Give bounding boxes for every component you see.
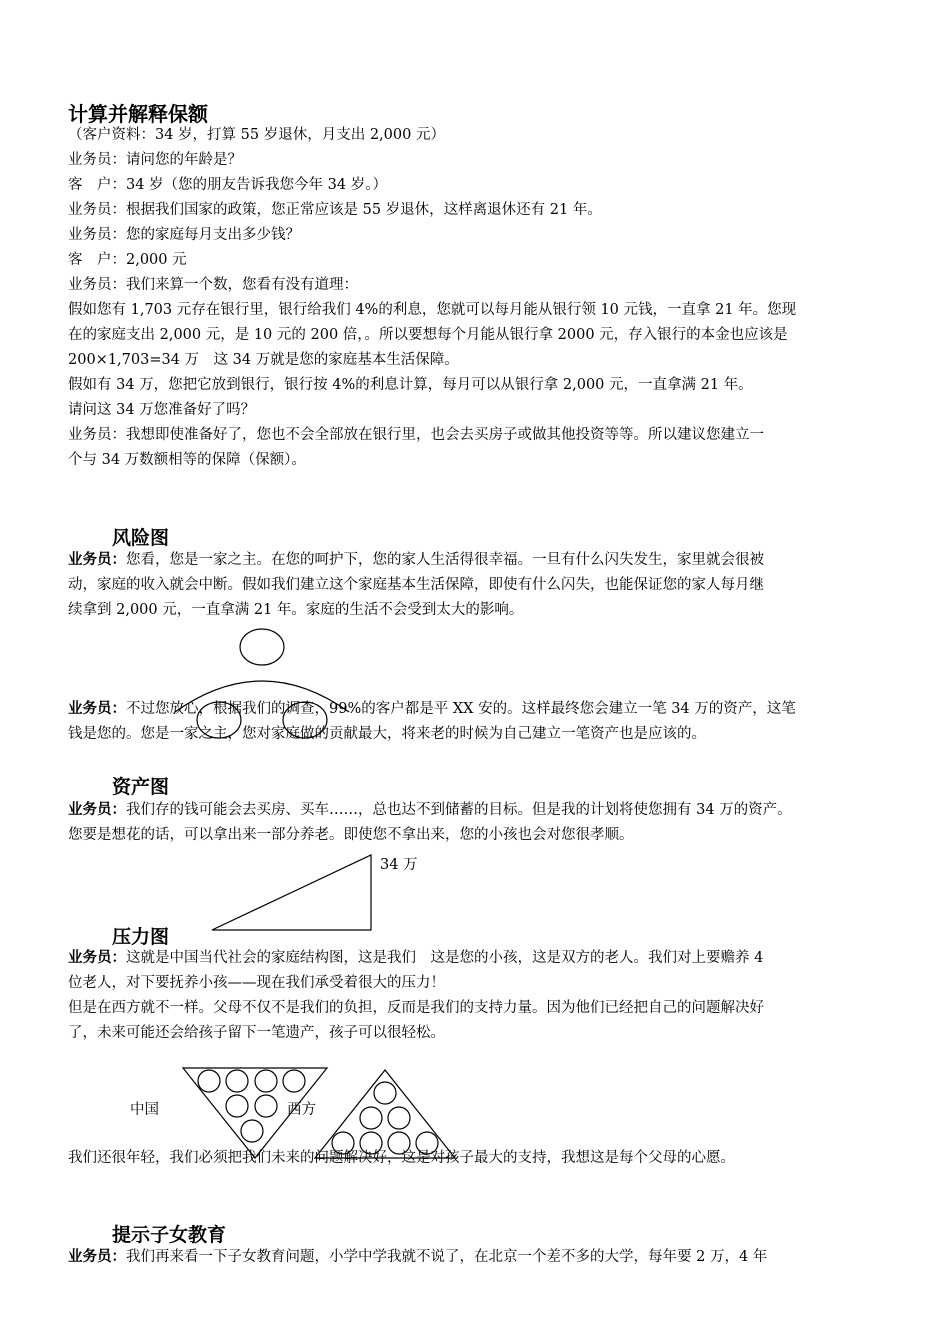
paragraph-text: 您看，您是一家之主。在您的呵护下，您的家人生活得很幸福。一旦有什么闪失发生，家里就会很被 xyxy=(126,552,764,568)
section-title-calc: 计算并解释保额 xyxy=(68,102,208,126)
dialog-line: 业务员：我们来算一个数，您看有没有道理： xyxy=(68,277,358,293)
speaker-label: 业务员： xyxy=(68,949,126,966)
dialog-line: 业务员：根据我们国家的政策，您正常应该是 55 岁退休，这样离退休还有 21 年。 xyxy=(68,202,602,218)
paragraph-line: 续拿到 2,000 元，一直拿满 21 年。家庭的生活不会受到太大的影响。 xyxy=(68,602,524,618)
section-title-asset: 资产图 xyxy=(112,776,170,798)
paragraph-line: 但是在西方就不一样。父母不仅不是我们的负担，反而是我们的支持力量。因为他们已经把自己的问题解决好 xyxy=(68,1000,764,1016)
asset-triangle xyxy=(212,855,371,930)
paragraph-line: 个与 34 万数额相等的保障（保额）。 xyxy=(68,452,306,468)
china-pyramid xyxy=(183,1068,327,1158)
umbrella-arc xyxy=(175,681,349,712)
label-china: 中国 xyxy=(130,1102,159,1118)
paragraph-line: 200×1,703=34 万 这 34 万就是您的家庭基本生活保障。 xyxy=(68,352,459,368)
family-circle-right xyxy=(283,702,327,738)
dialog-line: 业务员：您的家庭每月支出多少钱？ xyxy=(68,227,300,243)
speaker-label: 业务员： xyxy=(68,801,126,818)
head-circle xyxy=(240,629,284,665)
paragraph-line: 您要是想花的话，可以拿出来一部分养老。即使您不拿出来，您的小孩也会对您很孝顺。 xyxy=(68,827,634,843)
paragraph-line: 钱是您的。您是一家之主，您对家庭做的贡献最大，将来老的时候为自己建立一笔资产也是应该的。 xyxy=(68,726,706,742)
paragraph-line: 假如您有 1,703 元存在银行里，银行给我们 4%的利息，您就可以每月能从银行领 10 元钱，一直拿 21 年。您现 xyxy=(68,302,797,318)
risk-diagram xyxy=(175,629,349,738)
dialog-line: 客 户：2,000 元 xyxy=(68,252,187,268)
paragraph-text: 这就是中国当代社会的家庭结构图，这是我们 这是您的小孩，这是双方的老人。我们对上要赡养 4 xyxy=(126,950,764,966)
west-pyramid xyxy=(315,1070,455,1158)
section-title-risk: 风险图 xyxy=(112,527,170,549)
paragraph-line: 位老人，对下要抚养小孩——现在我们承受着很大的压力！ xyxy=(68,975,445,991)
paragraph-line: 业务员：我想即使准备好了，您也不会全部放在银行里，也会去买房子或做其他投资等等。所以建议您建立一 xyxy=(68,427,764,443)
paragraph-line: 动，家庭的收入就会中断。假如我们建立这个家庭基本生活保障，即使有什么闪失，也能保证您的家人每月继 xyxy=(68,577,764,593)
speaker-label: 业务员： xyxy=(68,700,126,717)
speaker-label: 业务员： xyxy=(68,551,126,568)
paragraph-text: 我们存的钱可能会去买房、买车……，总也达不到储蓄的目标。但是我的计划将使您拥有 34 万的资产。 xyxy=(126,802,792,818)
customer-info-line: （客户资料：34 岁，打算 55 岁退休，月支出 2,000 元） xyxy=(68,127,445,143)
dialog-line: 业务员：请问您的年龄是？ xyxy=(68,152,242,168)
paragraph-line: 假如有 34 万，您把它放到银行，银行按 4%的利息计算，每月可以从银行拿 2,000 元，一直拿满 21 年。 xyxy=(68,377,753,393)
dialog-line: 客 户：34 岁（您的朋友告诉我您今年 34 岁。） xyxy=(68,177,387,193)
paragraph-text: 不过您放心，根据我们的调查，99%的客户都是平 XX 安的。这样最终您会建立一笔 34 万的资产，这笔 xyxy=(126,701,796,717)
paragraph-line: 请问这 34 万您准备好了吗？ xyxy=(68,402,256,418)
paragraph-line: 在的家庭支出 2,000 元，是 10 元的 200 倍，。所以要想每个月能从银行拿 2000 元，存入银行的本金也应该是 xyxy=(68,327,788,343)
section-title-pressure: 压力图 xyxy=(112,926,170,948)
asset-triangle-label: 34 万 xyxy=(380,857,418,873)
label-west: 西方 xyxy=(287,1102,316,1118)
paragraph-text: 我们再来看一下子女教育问题，小学中学我就不说了，在北京一个差不多的大学，每年要 2 万，4 年 xyxy=(126,1249,768,1265)
paragraph-line: 了，未来可能还会给孩子留下一笔遗产，孩子可以很轻松。 xyxy=(68,1025,445,1041)
family-circle-left xyxy=(197,702,241,738)
paragraph-line: 我们还很年轻，我们必须把我们未来的问题解决好，这是对孩子最大的支持，我想这是每个父母的心愿。 xyxy=(68,1150,735,1166)
speaker-label: 业务员： xyxy=(68,1248,126,1265)
section-title-education: 提示子女教育 xyxy=(112,1224,227,1246)
